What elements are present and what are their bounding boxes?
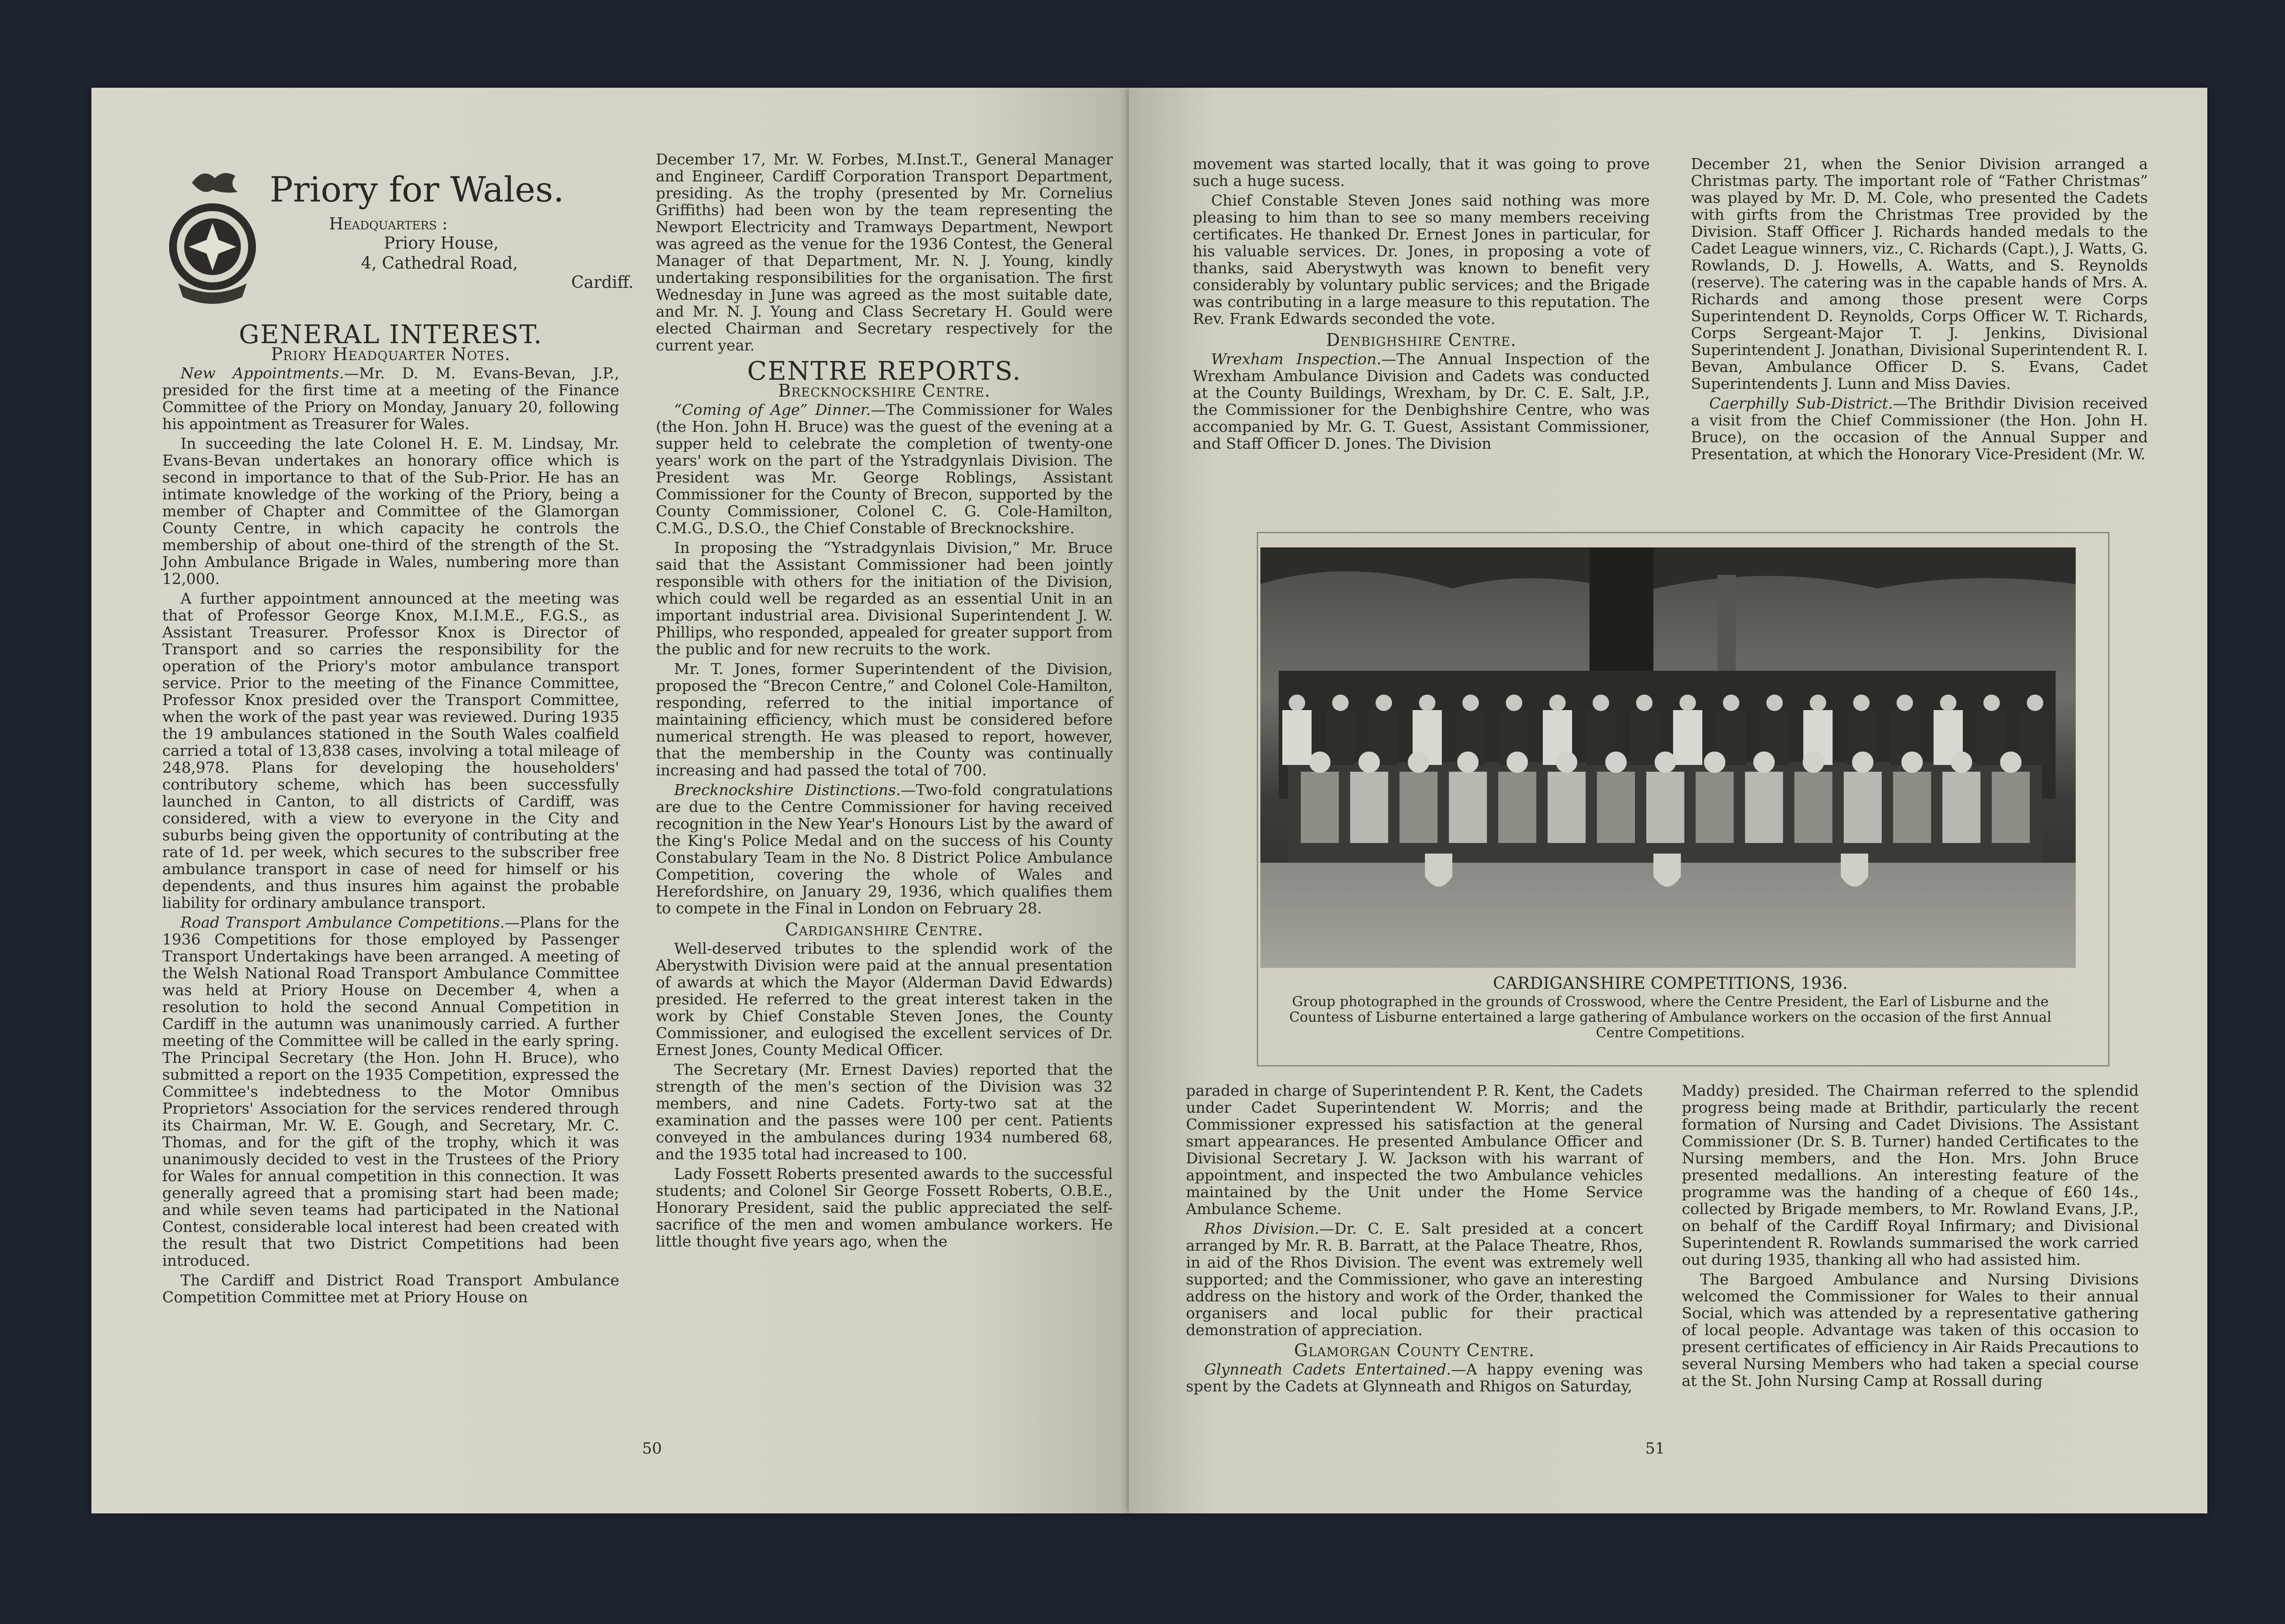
- column-4: [1691, 155, 2148, 465]
- paragraph-text: The Cardiff and District Road Transport Ambulance Competition Committee met at Priory House on: [162, 1271, 619, 1306]
- paragraph: [656, 1061, 1113, 1162]
- caption-title: CARDIGANSHIRE COMPETITIONS, 1936.: [1493, 974, 1848, 993]
- cardiganshire-body: [656, 940, 1113, 1250]
- photo-person: [1977, 695, 2006, 765]
- paragraph-text: Lady Fossett Roberts presented awards to the successful students; and Colonel Sir George Fossett Roberts, O.B.E., Honorary President, said the public appreciated the self-sacrifice of the men and women ambulance workers. He little thought five years ago, when the: [656, 1165, 1113, 1250]
- paragraph: [1193, 192, 1650, 327]
- paragraph-text: In succeeding the late Colonel H. E. M. Lindsay, Mr. Evans-Bevan undertakes an honorary office which is second in importance to that of the Sub-Prior. He has an intimate knowledge of the working of the Priory, being a member of Chapter and Committee of the Glamorgan County Centre, in which capacity he controls the membership of about one-third of the strength of the St. John Ambulance Brigade in Wales, numbering more than 12,000.: [162, 435, 619, 588]
- paragraph-lead: Brecknockshire Distinctions.: [674, 781, 901, 799]
- paragraph: [1691, 395, 2148, 462]
- paragraph: [656, 1165, 1113, 1250]
- paragraph-lead: Rhos Division.: [1204, 1220, 1319, 1237]
- photo-person: [1597, 752, 1635, 843]
- denbighshire-body: [1193, 350, 1650, 452]
- paragraph-lead: “Coming of Age” Dinner.: [674, 401, 871, 419]
- photo-caption: [1266, 976, 2075, 1041]
- photo-person: [1893, 752, 1931, 843]
- paragraph-text: —The Commissioner for Wales (the Hon. John H. Bruce) was the guest of the evening at a supper held to celebrate the completion of twenty-one years' work on the part of the Ystradgynlais Division. The President was Mr. George Roblings, Assistant Commissioner for the County of Brecon, supported by the County Commissioner, Colonel C. G. Cole-Hamilton, C.M.G., D.S.O., the Chief Constable of Brecknockshire.: [656, 401, 1113, 537]
- paragraph-forbes: December 17, Mr. W. Forbes, M.Inst.T., General Manager and Engineer, Cardiff Corporation Transport Department, presiding. As the trophy (presented by Mr. Cornelius Griffiths) had been won by the team representing the Newport Electricity and Tramways Department, Newport was agreed as the venue for the 1936 Contest, the General Manager of that Department, Mr. N. J. Young, kindly undertaking responsibilities for the organisation. The first Wednesday in June was agreed as the most suitable date, and Mr. N. J. Young and Class Secretary H. Gould were elected Chairman and Secretary respectively for the current year.: [656, 150, 1113, 354]
- paragraph-text: A further appointment announced at the meeting was that of Professor George Knox, M.I.M.E., F.G.S., as Assistant Treasurer. Professor Knox is Director of Transport and so carries the responsibility for the operation of the Priory's motor ambulance transport service. Prior to the meeting of the Finance Committee, Professor Knox presided over the Transport Committee, when the work of the past year was reviewed. During 1935 the 19 ambulances stationed in the South Wales coalfield carried a total of 13,838 cases, involving a total mileage of 248,978. Plans for developing the householders' contributory scheme, which has been successfully launched in Canton, to all districts of Cardiff, was considered, with a view to everyone in the City and suburbs being given the opportunity of contributing at the rate of 1d. per week, which secures to the subscriber free ambulance transport in case of need for himself or his dependents, and thus insures him against the probable liability for ordinary ambulance transport.: [162, 589, 619, 912]
- paragraph: [162, 365, 619, 432]
- photo-person: [1630, 695, 1659, 765]
- paragraph-lead: Caerphilly Sub-District.: [1709, 394, 1893, 412]
- photo-person: [1992, 752, 2030, 843]
- paragraph: [656, 781, 1113, 917]
- paragraph: [1186, 1361, 1643, 1395]
- page-number-left: 50: [642, 1439, 662, 1458]
- paragraph: [1193, 350, 1650, 452]
- paragraph: [1691, 155, 2148, 392]
- subheading-denbighshire: Denbighshire Centre.: [1326, 330, 1517, 350]
- photo-person: [1399, 752, 1437, 843]
- photo-person: [1794, 752, 1832, 843]
- column-2: [656, 151, 1113, 1252]
- paragraph: [162, 435, 619, 587]
- paragraph-lead: Wrexham Inspection.: [1211, 350, 1382, 368]
- subheading-glamorgan: Glamorgan County Centre.: [1294, 1340, 1535, 1360]
- photo-person: [1673, 695, 1702, 765]
- photo-person: [1844, 752, 1881, 843]
- paragraph: [656, 401, 1113, 536]
- photo-people-layer: [1260, 547, 2076, 968]
- paragraph: [162, 590, 619, 911]
- column-5-body: [1186, 1082, 1643, 1338]
- paragraph-text: —Mr. D. M. Evans-Bevan, J.P., presided for the first time at a meeting of the Finance Committee of the Priory on Monday, January 20, following his appointment as Treasurer for Wales.: [162, 364, 619, 433]
- paragraph: [1682, 1082, 2139, 1268]
- heading-general-interest: GENERAL INTEREST.: [239, 320, 543, 350]
- paragraph-lead: New Appointments.: [181, 364, 344, 382]
- photo-person: [1350, 752, 1388, 843]
- paragraph: [1682, 1271, 2139, 1389]
- paragraph-text: —A happy evening was spent by the Cadets at Glynneath and Rhigos on Saturday,: [1186, 1360, 1643, 1395]
- column-3: [1193, 155, 1650, 455]
- heading-centre-reports: CENTRE REPORTS.: [747, 356, 1022, 386]
- subheading-cardiganshire: Cardiganshire Centre.: [785, 919, 984, 939]
- trophy-shield: [1425, 854, 1452, 887]
- column-3-body: [1193, 155, 1650, 327]
- paragraph-lead: Glynneath Cadets Entertained.: [1204, 1360, 1451, 1378]
- subheading-brecknockshire: Brecknockshire Centre.: [778, 381, 991, 401]
- paragraph-text: paraded in charge of Superintendent P. R. Kent, the Cadets under Cadet Superintendent W. Morris; and the Commissioner expressed his satisfaction at the general smart appearances. He presented Ambulance Officer and Divisional Secretary J. W. Jackson with his warrant of appointment, and inspected the two Ambulance vehicles maintained by the Unit under the Home Service Ambulance Scheme.: [1186, 1082, 1643, 1218]
- paragraph: [656, 940, 1113, 1058]
- paragraph: [162, 914, 619, 1269]
- paragraph: [1186, 1220, 1643, 1338]
- photo-person: [1282, 695, 1312, 765]
- paragraph-text: —The Annual Inspection of the Wrexham Ambulance Division and Cadets was conducted at the County Buildings, Wrexham, by Dr. C. E. Salt, J.P., the Commissioner for the Denbighshire Centre, who was accompanied by Mr. G. T. Guest, Assistant Commissioner, and Staff Officer D. Jones. The Division: [1193, 350, 1650, 452]
- paragraph: [656, 539, 1113, 658]
- trophy-shield: [1841, 854, 1868, 887]
- priory-emblem-icon: [160, 165, 265, 311]
- paragraph-text: The Secretary (Mr. Ernest Davies) reported that the strength of the men's section of the Division was 32 members, and nine Cadets. Forty-two sat at the examination and the passes were 100 per cent. Patients conveyed in the ambulances during 1934 numbered 68, and the 1935 total had increased to 100.: [656, 1061, 1113, 1163]
- photo-person: [1301, 752, 1339, 843]
- photo-person: [1326, 695, 1355, 765]
- column-1: [162, 320, 619, 1308]
- paragraph-text: In proposing the “Ystradgynlais Division,” Mr. Bruce said that the Assistant Commissioner had been jointly responsible with others for the initiation of the Division, which could well be regarded as an essential Unit in an important industrial area. Divisional Superintendent J. W. Phillips, who responded, appealed for greater support from the public and for new recruits to the work.: [656, 539, 1113, 658]
- photo-person: [1449, 752, 1487, 843]
- paragraph: [162, 1272, 619, 1306]
- photo-person: [2020, 695, 2050, 765]
- paragraph-text: —Dr. C. E. Salt presided at a concert arranged by Mr. R. B. Barratt, at the Palace Theatre, Rhos, in aid of the Rhos Division. The event was extremely well supported; and the Commissioner, who gave an interesting address on the history and work of the Order, thanked the organisers and local public for their practical demonstration of appreciation.: [1186, 1220, 1643, 1339]
- paragraph-text: —The Brithdir Division received a visit from the Chief Commissioner (the Hon. John H. Bruce), on the occasion of the Annual Supper and Presentation, at which the Honorary Vice-President (Mr. W.: [1691, 394, 2148, 463]
- photo-person: [1942, 752, 1980, 843]
- paragraph-text: Mr. T. Jones, former Superintendent of the Division, proposed the “Brecon Centre,” and Colonel Cole-Hamilton, responding, referred to the initial importance of maintaining efficiency, which must be considered before numerical strength. He was pleased to report, however, that the membership in the County was continually increasing and had passed the total of 700.: [656, 660, 1113, 779]
- column-6: [1682, 1082, 2139, 1392]
- paragraph-text: December 21, when the Senior Division arranged a Christmas party. The important role of “Father Christmas” was played by Mr. D. M. Cole, who presented the Cadets with girfts from the Christmas Tree provided by the Division. Staff Officer J. Richards handed medals to the Cadet League winners, viz., C. Richards (Capt.), J. Watts, G. Rowlands, D. J. Howells, A. Watts, and S. Reynolds (reserve). The catering was in the capable hands of Mrs. A. Richards and among those present were Corps Superintendent D. Reynolds, Corps Officer W. T. Richards, Corps Sergeant-Major T. J. Jenkins, Divisional Superintendent J. Jonathan, Divisional Superintendent R. I. Bevan, Ambulance Officer D. S. Evans, Cadet Superintendents J. Lunn and Miss Davies.: [1691, 155, 2148, 393]
- paragraph-text: —Two-fold congratulations are due to the Centre Commissioner for having received recognition in the New Year's Honours List by the award of the King's Police Medal and on the success of his County Constabulary Team in the No. 8 District Police Ambulance Competition, covering the whole of Wales and Herefordshire, on January 29, 1936, which qualifies them to compete in the Final in London on February 28.: [656, 781, 1113, 917]
- paragraph-text: Well-deserved tributes to the splendid work of the Aberystwith Division were paid at the annual presentation of awards at which the Mayor (Alderman David Edwards) presided. He referred to the great interest taken in the work by Chief Constable Steven Jones, the County Commissioner, and eulogised the excellent services of Dr. Ernest Jones, County Medical Officer.: [656, 939, 1113, 1059]
- paragraph-text: Maddy) presided. The Chairman referred to the splendid progress being made at Brithdir, particularly the recent formation of Nursing and Cadet Divisions. The Assistant Commissioner (Dr. S. B. Turner) handed Certificates to the Nursing members, and the Hon. Mrs. John Bruce presented medallions. An interesting feature of the programme was the handing of a cheque of £60 14s., collected by Brigade members, to Mr. Rowland Evans, J.P., on behalf of the Cardiff Royal Infirmary; and Divisional Superintendent R. Rowlands summarised the work carried out during 1935, thanking all who had assisted him.: [1682, 1082, 2139, 1268]
- address-line-3: Cardiff.: [571, 273, 634, 292]
- photo-person: [1695, 752, 1733, 843]
- subheading-priory-notes: Priory Headquarter Notes.: [271, 344, 511, 364]
- paragraph-text: movement was started locally, that it was going to prove such a huge sucess.: [1193, 155, 1650, 190]
- photo-figures: [1260, 547, 2076, 968]
- column-5: [1186, 1082, 1643, 1397]
- paragraph-text: —Plans for the 1936 Competitions for those employed by Passenger Transport Undertakings have been arranged. A meeting of the Welsh National Road Transport Ambulance Committee was held at Priory House on December 4, when a resolution to hold the second Annual Competition in Cardiff in the autumn was unanimously carried. A further meeting of the Committee will be called in the early spring. The Principal Secretary (the Hon. John H. Bruce), who submitted a report on the 1935 Competition, expressed the Committee's indebtedness to the Motor Omnibus Proprietors' Association for the services rendered through its Chairman, Mr. W. E. Gough, and Secretary, Mr. C. Thomas, and for the gift of the trophy, which it was unanimously decided to vest in the Trustees of the Priory for Wales for annual competition in this connection. It was generally agreed that a promising start had been made; and while seven teams had participated in the National Contest, considerable local interest had been created with the result that two District Competitions had been introduced.: [162, 913, 619, 1269]
- trophy-shield: [1653, 854, 1681, 887]
- paragraph: [656, 660, 1113, 779]
- paragraph: [1193, 155, 1650, 189]
- paragraph-lead: Road Transport Ambulance Competitions.: [181, 913, 505, 931]
- paragraph: [1186, 1082, 1643, 1217]
- photo-person: [1498, 752, 1536, 843]
- glamorgan-body: [1186, 1361, 1643, 1395]
- column-4-body: [1691, 155, 2148, 462]
- address-line-1: Priory House,: [384, 234, 499, 253]
- paragraph-text: Chief Constable Steven Jones said nothing was more pleasing to him than to see so many members receiving certificates. He thanked Dr. Ernest Jones in particular, for his valuable services. Dr. Jones, in proposing a vote of thanks, said Aberystwyth was known to benefit very considerably by voluntary public services; and the Brigade was contributing in a large measure to this reputation. The Rev. Frank Edwards seconded the vote.: [1193, 191, 1650, 328]
- section-title: Priory for Wales.: [270, 169, 564, 210]
- caption-text: Group photographed in the grounds of Crosswood, where the Centre President, the Earl of Lisburne and the Countess of Lisburne entertained a large gathering of Ambulance workers on the occasion of the first Annual Centre Competitions.: [1289, 994, 2051, 1041]
- paragraph-text: The Bargoed Ambulance and Nursing Divisions welcomed the Commissioner for Wales to their annual Social, which was attended by a representative gathering of local people. Advantage was taken of this occasion to present certificates of efficiency in Air Raids Precautions to several Nursing Members who had taken a special course at the St. John Nursing Camp at Rossall during: [1682, 1270, 2139, 1390]
- photo-person: [1547, 752, 1585, 843]
- address-line-2: 4, Cathedral Road,: [361, 254, 518, 273]
- headquarters-label: Headquarters :: [329, 215, 448, 234]
- column-6-body: [1682, 1082, 2139, 1389]
- photo-person: [1646, 752, 1684, 843]
- brecknockshire-body: [656, 401, 1113, 917]
- photo-person: [1745, 752, 1783, 843]
- column-1-body: [162, 365, 619, 1306]
- page-number-right: 51: [1645, 1439, 1665, 1458]
